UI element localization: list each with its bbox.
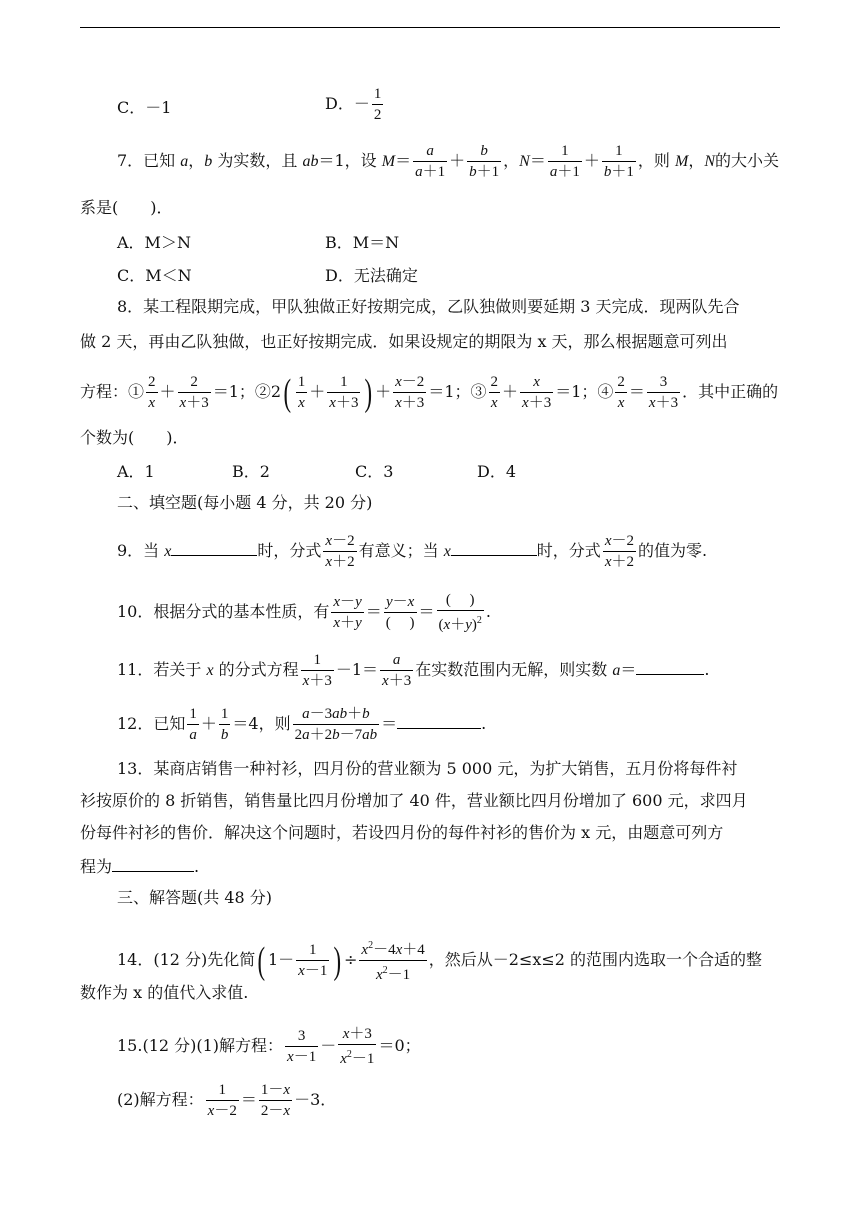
fraction: $\frac{a}{a+1}$ — [415, 143, 446, 180]
fraction: $\frac{2}{x}$ — [148, 374, 156, 411]
q13-stem-line1: 13．某商店销售一种衬衫，四月份的营业额为 5 000 元，为扩大销售，五月份将每件衬 — [117, 759, 738, 778]
q7-option-a: A．M＞N — [117, 233, 191, 252]
fraction: $\frac{1}{a+1}$ — [549, 143, 580, 180]
q8-option-a: A．1 — [117, 462, 155, 481]
q8-stem-line1: 8．某工程限期完成，甲队独做正好按期完成，乙队独做则要延期 3 天完成．现两队先合 — [117, 297, 740, 316]
q7-option-b: B．M＝N — [325, 233, 400, 252]
fraction: $\frac{x-2}{x+2}$ — [325, 533, 355, 570]
answer-blank — [451, 539, 537, 556]
fraction: $\frac{3}{x+3}$ — [648, 374, 679, 411]
fraction: $\frac{3}{x-1}$ — [287, 1028, 317, 1065]
q8-equations: 方程：① $\frac{2}{x}$ ＋ $\frac{2}{x+3}$ ＝1；②2( $\frac{1}{x}$ ＋ $\frac{1}{x+3}$ ) ＋ $\frac{x-2}{x+3}$ ＝1；③ $\frac{2}{x}$ ＋ $\frac{x}{x+3}$ ＝1；④ $\frac{2}{x}$ ＝ $\frac{3}{x+3}$ ．其中正确的 — [80, 371, 779, 414]
fraction: $\frac{2}{x}$ — [617, 374, 625, 411]
q7-stem-line2: 系是( )． — [80, 198, 173, 217]
fraction: $\frac{a-3ab+b}{2a+2b-7ab}$ — [294, 706, 378, 743]
fraction: $\frac{1}{x}$ — [297, 374, 306, 411]
q7-option-c: C．M＜N — [117, 266, 192, 285]
header-rule — [80, 27, 780, 28]
q8-option-d: D．4 — [477, 462, 517, 481]
fraction: $\frac{1}{x+3}$ — [329, 374, 359, 411]
fraction: $\frac{a}{x+3}$ — [382, 652, 412, 689]
q11-stem: 11．若关于 x 的分式方程 $\frac{1}{x+3}$ －1＝ $\frac{a}{x+3}$ 在实数范围内无解，则实数 a＝ . — [117, 652, 710, 689]
fraction: $\frac{1-x}{2-x}$ — [260, 1082, 291, 1119]
fraction: $\frac{b}{b+1}$ — [469, 143, 500, 180]
fraction: $\frac{1}{x-1}$ — [298, 942, 328, 979]
answer-blank — [397, 712, 481, 729]
fraction: $\frac{x}{x+3}$ — [522, 374, 552, 411]
q10-stem: 10．根据分式的基本性质，有 $\frac{x-y}{x+y}$ ＝ $\frac{y-x}{( )}$ ＝ $\frac{( )}{(x+y)^2}$ . — [117, 592, 491, 633]
q8-stem-line4: 个数为( )． — [80, 428, 189, 447]
q13-stem-line3: 份每件衬衫的售价．解决这个问题时，若设四月份的每件衬衫的售价为 x 元，由题意可列方 — [80, 823, 724, 842]
answer-blank — [636, 658, 704, 675]
section-heading-fill-in: 二、填空题(每小题 4 分，共 20 分) — [117, 493, 373, 512]
fraction: $\frac{2}{x}$ — [490, 374, 498, 411]
fraction: $\frac{x^2-4x+4}{x^2-1}$ — [359, 936, 426, 985]
q7-option-d: D．无法确定 — [325, 266, 418, 285]
fraction: $\frac{x-2}{x+2}$ — [604, 533, 634, 570]
q7-stem: 7．已知 a，b 为实数，且 ab＝1，设 M＝ $\frac{a}{a+1}$ ＋ $\frac{b}{b+1}$ ，N＝ $\frac{1}{a+1}$ ＋ $\frac{1}{b+1}$ ，则 M，N的大小关 — [117, 143, 780, 180]
q14-stem: 14．(12 分)先化简( 1－ $\frac{1}{x-1}$ ) ÷ $\frac{x^2-4x+4}{x^2-1}$ ，然后从－2≤x≤2 的范围内选取一个合适的整 — [117, 936, 762, 985]
fraction: $\frac{2}{x+3}$ — [179, 374, 209, 411]
q6-option-c: C．－1 — [117, 98, 172, 117]
fraction: $\frac{x-y}{x+y}$ — [333, 594, 362, 631]
fraction: $\frac{1}{x+3}$ — [302, 652, 332, 689]
fraction: $\frac{1}{b+1}$ — [603, 143, 634, 180]
q6-option-d: D．－ $\frac{1}{2}$ — [325, 86, 382, 123]
q14-stem-line2: 数作为 x 的值代入求值. — [80, 983, 249, 1002]
fraction: $\frac{y-x}{( )}$ — [385, 594, 415, 631]
q9-stem: 9．当 x 时，分式 $\frac{x-2}{x+2}$ 有意义；当 x 时，分式 $\frac{x-2}{x+2}$ 的值为零. — [117, 533, 708, 570]
q15-part2: (2)解方程： $\frac{1}{x-2}$ ＝ $\frac{1-x}{2-x}$ －3． — [117, 1082, 337, 1119]
q12-stem: 12．已知 $\frac{1}{a}$ ＋ $\frac{1}{b}$ ＝4，则 $\frac{a-3ab+b}{2a+2b-7ab}$ ＝ . — [117, 706, 487, 743]
q8-option-b: B．2 — [232, 462, 270, 481]
answer-blank — [112, 855, 194, 872]
q8-stem-line2: 做 2 天，再由乙队独做，也正好按期完成．如果设规定的期限为 x 天，那么根据题意可列出 — [80, 332, 728, 351]
q13-stem-line2: 衫按原价的 8 折销售，销售量比四月份增加了 40 件，营业额比四月份增加了 600 元，求四月 — [80, 791, 748, 810]
answer-blank — [171, 539, 257, 556]
fraction: $\frac{x-2}{x+3}$ — [395, 374, 425, 411]
fraction: $\frac{( )}{(x+y)^2}$ — [438, 592, 482, 633]
q15-part1: 15.(12 分)(1)解方程： $\frac{3}{x-1}$ － $\frac{x+3}{x^2-1}$ ＝0； — [117, 1026, 421, 1067]
fraction: $\frac{1}{b}$ — [220, 706, 229, 743]
fraction: $\frac{1}{2}$ — [373, 86, 382, 123]
fraction: $\frac{x+3}{x^2-1}$ — [340, 1026, 375, 1067]
q13-stem-line4: 程为 . — [80, 857, 200, 876]
fraction: $\frac{1}{x-2}$ — [207, 1082, 237, 1119]
q8-option-c: C．3 — [355, 462, 394, 481]
section-heading-answers: 三、解答题(共 48 分) — [117, 888, 273, 907]
fraction: $\frac{1}{a}$ — [189, 706, 197, 743]
